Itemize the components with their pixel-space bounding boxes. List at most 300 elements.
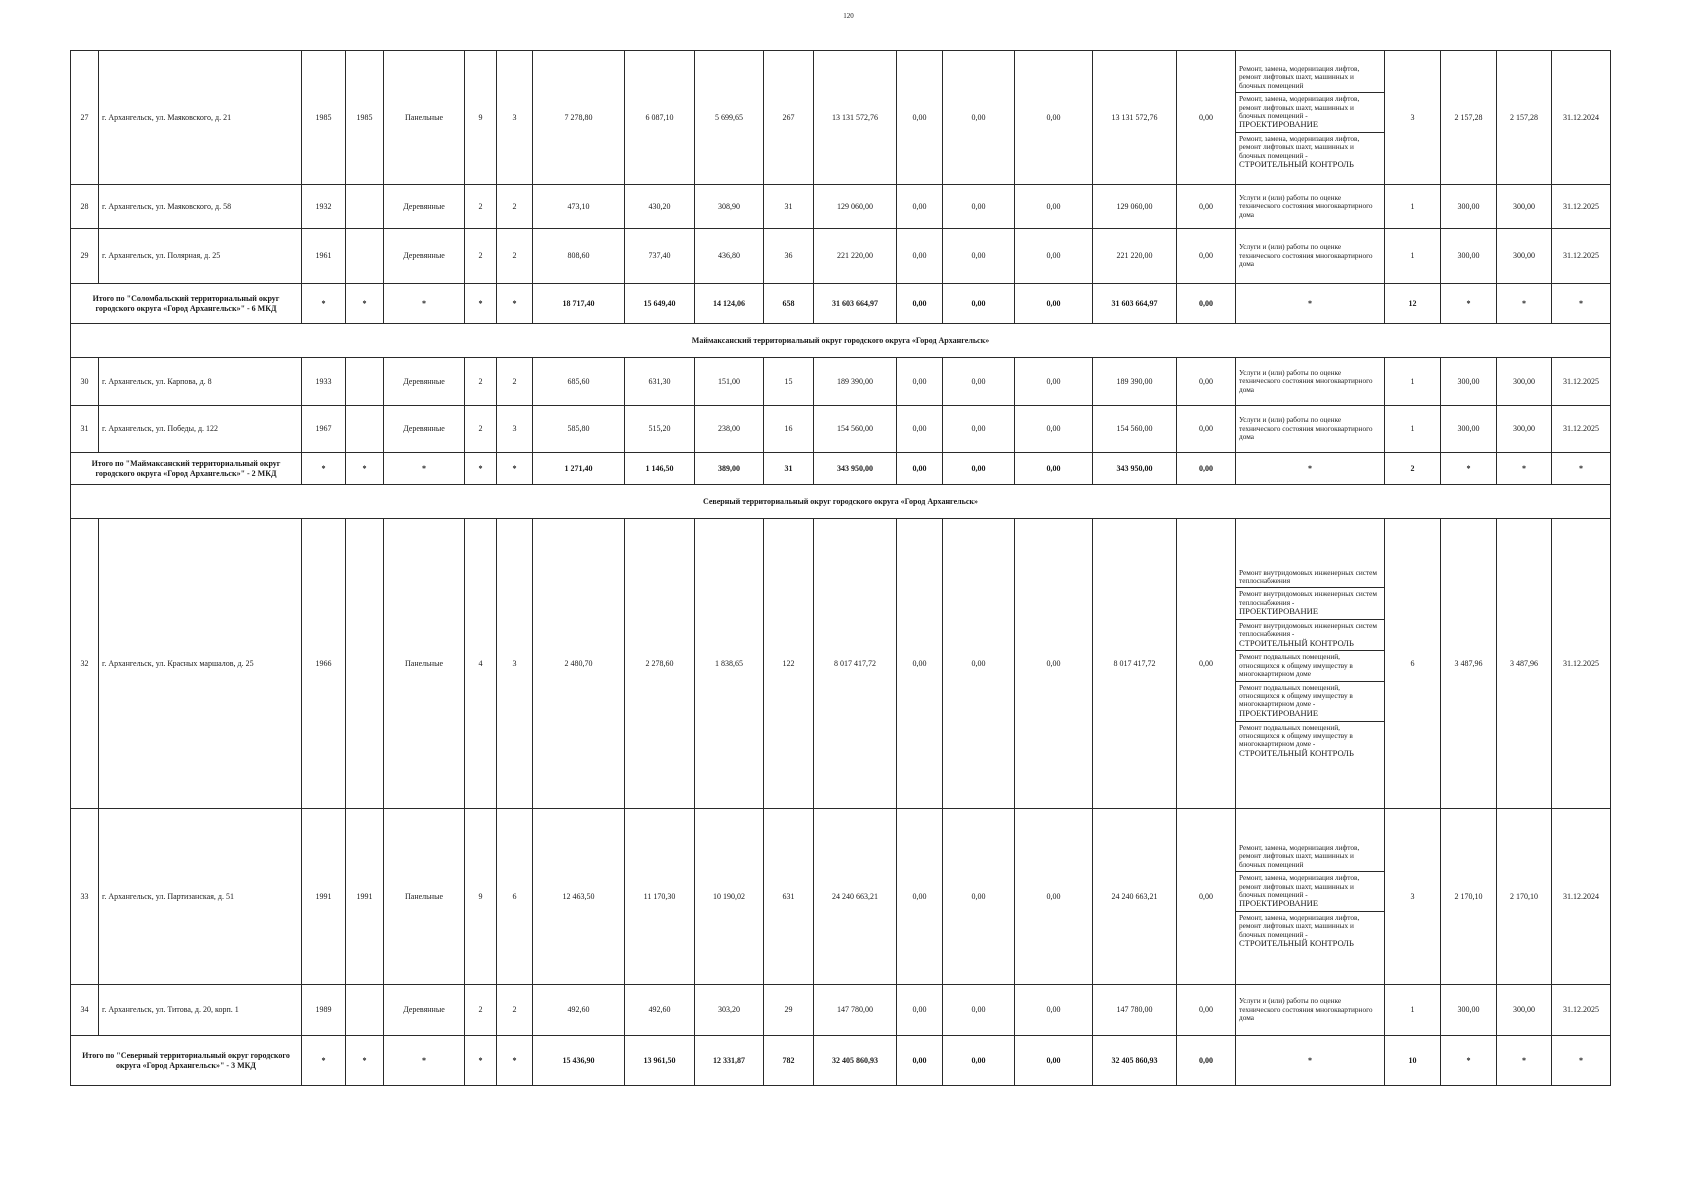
work-types-cell [1236, 809, 1385, 985]
max-unit-cost-cell: 300,00 [1497, 406, 1552, 453]
total-area1: 15 436,90 [533, 1036, 625, 1086]
cell-wall: Деревянные [384, 229, 465, 284]
cell-entr: 3 [497, 519, 533, 809]
completion-date-cell: 31.12.2025 [1552, 185, 1611, 229]
cell-wall: Деревянные [384, 406, 465, 453]
work-type-item [1236, 367, 1384, 396]
address-cell: г. Архангельск, ул. Маяковского, д. 21 [99, 51, 302, 185]
cell-y1: 1961 [302, 229, 346, 284]
max-unit-cost-cell: 300,00 [1497, 358, 1552, 406]
total-area3: 12 331,87 [695, 1036, 764, 1086]
work-type-text: Ремонт, замена, модернизация лифтов, ремонт лифтовых шахт, машинных и блочных помещений - [1239, 913, 1360, 939]
total-wall: * [384, 284, 465, 324]
total-label: Итого по "Маймаксанский территориальный округ городского округа «Город Архангельск»" - 2 МКД [71, 453, 302, 485]
total-row [71, 453, 1611, 485]
cell-area2: 631,30 [625, 358, 695, 406]
table-row [71, 229, 1611, 284]
total-work: * [1236, 1036, 1385, 1086]
work-count-cell: 1 [1385, 185, 1441, 229]
total-c3: 0,00 [1015, 1036, 1093, 1086]
row-number: 34 [71, 985, 99, 1036]
total-area2: 13 961,50 [625, 1036, 695, 1086]
address-cell: г. Архангельск, ул. Партизанская, д. 51 [99, 809, 302, 985]
cell-entr: 2 [497, 985, 533, 1036]
unit-cost-cell: 300,00 [1441, 229, 1497, 284]
unit-cost-cell: 2 170,10 [1441, 809, 1497, 985]
cell-c3: 0,00 [1015, 358, 1093, 406]
cell-c2: 0,00 [943, 51, 1015, 185]
cell-c3: 0,00 [1015, 229, 1093, 284]
total-count: 10 [1385, 1036, 1441, 1086]
cell-c5: 0,00 [1177, 51, 1236, 185]
work-type-text: Ремонт подвальных помещений, относящихся к общему имуществу в многоквартирном доме - [1239, 722, 1353, 749]
total-work: * [1236, 453, 1385, 485]
work-types-cell [1236, 185, 1385, 229]
table-row [71, 185, 1611, 229]
table-row [71, 406, 1611, 453]
total-area2: 1 146,50 [625, 453, 695, 485]
unit-cost-cell: 300,00 [1441, 185, 1497, 229]
cell-wall: Деревянные [384, 358, 465, 406]
total-y2: * [346, 453, 384, 485]
cell-c2: 0,00 [943, 229, 1015, 284]
cell-floors: 2 [465, 185, 497, 229]
total-c3: 0,00 [1015, 453, 1093, 485]
total-entr: * [497, 1036, 533, 1086]
total-cost: 31 603 664,97 [814, 284, 897, 324]
cell-y2 [346, 519, 384, 809]
work-count-cell: 1 [1385, 985, 1441, 1036]
work-type-text: Услуги и (или) работы по оценке технического состояния многоквартирного дома [1239, 367, 1373, 394]
total-count: 12 [1385, 284, 1441, 324]
cell-c3: 0,00 [1015, 519, 1093, 809]
cell-c4: 147 780,00 [1093, 985, 1177, 1036]
work-type-text: Ремонт, замена, модернизация лифтов, ремонт лифтовых шахт, машинных и блочных помещений [1239, 63, 1360, 90]
cell-wall: Панельные [384, 809, 465, 985]
work-type-item [1236, 995, 1384, 1024]
total-date: * [1552, 1036, 1611, 1086]
cell-c4: 8 017 417,72 [1093, 519, 1177, 809]
work-types-list [1236, 63, 1384, 172]
total-wall: * [384, 453, 465, 485]
work-stage-text: СТРОИТЕЛЬНЫЙ КОНТРОЛЬ [1239, 747, 1354, 758]
cell-c4: 154 560,00 [1093, 406, 1177, 453]
unit-cost-cell: 300,00 [1441, 985, 1497, 1036]
work-type-text: Услуги и (или) работы по оценке технического состояния многоквартирного дома [1239, 415, 1373, 442]
cell-floors: 2 [465, 406, 497, 453]
work-types-list [1236, 414, 1384, 443]
cell-area3: 436,80 [695, 229, 764, 284]
work-types-list [1236, 241, 1384, 270]
total-c5: 0,00 [1177, 453, 1236, 485]
total-u1: * [1441, 284, 1497, 324]
cell-cost: 24 240 663,21 [814, 809, 897, 985]
work-types-list [1236, 367, 1384, 396]
work-count-cell: 1 [1385, 406, 1441, 453]
capital-repair-register-table [70, 50, 1611, 1086]
total-y2: * [346, 1036, 384, 1086]
cell-cost: 189 390,00 [814, 358, 897, 406]
work-stage-text: СТРОИТЕЛЬНЫЙ КОНТРОЛЬ [1239, 159, 1354, 170]
total-area3: 14 124,06 [695, 284, 764, 324]
total-y1: * [302, 453, 346, 485]
total-people: 658 [764, 284, 814, 324]
cell-y2 [346, 185, 384, 229]
unit-cost-cell: 3 487,96 [1441, 519, 1497, 809]
cell-wall: Деревянные [384, 985, 465, 1036]
total-c1: 0,00 [897, 284, 943, 324]
work-type-text: Ремонт внутридомовых инженерных систем теплоснабжения [1239, 567, 1378, 585]
cell-c1: 0,00 [897, 519, 943, 809]
cell-area3: 1 838,65 [695, 519, 764, 809]
total-floors: * [465, 284, 497, 324]
cell-c2: 0,00 [943, 519, 1015, 809]
work-type-text: Ремонт, замена, модернизация лифтов, ремонт лифтовых шахт, машинных и блочных помещений [1239, 842, 1360, 869]
cell-area1: 685,60 [533, 358, 625, 406]
work-type-text: Ремонт внутридомовых инженерных систем теплоснабжения - [1239, 589, 1378, 607]
cell-c4: 221 220,00 [1093, 229, 1177, 284]
total-c1: 0,00 [897, 1036, 943, 1086]
work-type-item [1236, 93, 1384, 133]
cell-people: 122 [764, 519, 814, 809]
work-types-list [1236, 192, 1384, 221]
section-header-row [71, 485, 1611, 519]
work-type-text: Ремонт внутридомовых инженерных систем теплоснабжения - [1239, 620, 1378, 639]
work-type-text: Услуги и (или) работы по оценке технического состояния многоквартирного дома [1239, 242, 1373, 269]
total-people: 782 [764, 1036, 814, 1086]
cell-people: 631 [764, 809, 814, 985]
work-type-text: Ремонт подвальных помещений, относящихся к общему имуществу в многоквартирном доме [1239, 652, 1353, 679]
work-type-text: Ремонт, замена, модернизация лифтов, ремонт лифтовых шахт, машинных и блочных помещений - [1239, 873, 1360, 899]
cell-floors: 4 [465, 519, 497, 809]
completion-date-cell: 31.12.2024 [1552, 51, 1611, 185]
cell-c5: 0,00 [1177, 229, 1236, 284]
work-types-cell [1236, 519, 1385, 809]
total-date: * [1552, 284, 1611, 324]
cell-c5: 0,00 [1177, 185, 1236, 229]
cell-c3: 0,00 [1015, 51, 1093, 185]
cell-c2: 0,00 [943, 985, 1015, 1036]
cell-c2: 0,00 [943, 185, 1015, 229]
section-title: Северный территориальный округ городского округа «Город Архангельск» [71, 485, 1611, 519]
max-unit-cost-cell: 2 170,10 [1497, 809, 1552, 985]
cell-c1: 0,00 [897, 51, 943, 185]
cell-entr: 3 [497, 406, 533, 453]
work-type-item [1236, 567, 1384, 589]
address-cell: г. Архангельск, ул. Полярная, д. 25 [99, 229, 302, 284]
row-number: 29 [71, 229, 99, 284]
cell-c3: 0,00 [1015, 185, 1093, 229]
total-entr: * [497, 453, 533, 485]
cell-area2: 430,20 [625, 185, 695, 229]
total-y1: * [302, 1036, 346, 1086]
total-c5: 0,00 [1177, 1036, 1236, 1086]
total-c4: 343 950,00 [1093, 453, 1177, 485]
total-entr: * [497, 284, 533, 324]
cell-area1: 808,60 [533, 229, 625, 284]
total-work: * [1236, 284, 1385, 324]
cell-y2 [346, 229, 384, 284]
cell-area2: 515,20 [625, 406, 695, 453]
cell-c5: 0,00 [1177, 985, 1236, 1036]
row-number: 31 [71, 406, 99, 453]
total-count: 2 [1385, 453, 1441, 485]
completion-date-cell: 31.12.2025 [1552, 229, 1611, 284]
table-row [71, 358, 1611, 406]
work-count-cell: 1 [1385, 358, 1441, 406]
work-types-list [1236, 995, 1384, 1024]
work-types-cell [1236, 51, 1385, 185]
cell-people: 15 [764, 358, 814, 406]
cell-area2: 2 278,60 [625, 519, 695, 809]
cell-y1: 1989 [302, 985, 346, 1036]
table-row [71, 985, 1611, 1036]
cell-y1: 1967 [302, 406, 346, 453]
table-row [71, 51, 1611, 185]
unit-cost-cell: 2 157,28 [1441, 51, 1497, 185]
address-cell: г. Архангельск, ул. Карпова, д. 8 [99, 358, 302, 406]
total-y1: * [302, 284, 346, 324]
work-type-item [1236, 682, 1384, 722]
work-types-list [1236, 567, 1384, 761]
cell-area3: 151,00 [695, 358, 764, 406]
cell-area1: 7 278,80 [533, 51, 625, 185]
unit-cost-cell: 300,00 [1441, 406, 1497, 453]
completion-date-cell: 31.12.2024 [1552, 809, 1611, 985]
work-type-text: Ремонт, замена, модернизация лифтов, ремонт лифтовых шахт, машинных и блочных помещений - [1239, 134, 1360, 160]
page-number: 120 [843, 12, 854, 20]
total-floors: * [465, 453, 497, 485]
total-c1: 0,00 [897, 453, 943, 485]
work-type-item [1236, 620, 1384, 652]
max-unit-cost-cell: 2 157,28 [1497, 51, 1552, 185]
completion-date-cell: 31.12.2025 [1552, 358, 1611, 406]
total-c2: 0,00 [943, 1036, 1015, 1086]
total-c4: 32 405 860,93 [1093, 1036, 1177, 1086]
work-type-item [1236, 872, 1384, 912]
work-type-text: Услуги и (или) работы по оценке технического состояния многоквартирного дома [1239, 192, 1373, 219]
work-type-item [1236, 414, 1384, 443]
completion-date-cell: 31.12.2025 [1552, 519, 1611, 809]
max-unit-cost-cell: 300,00 [1497, 985, 1552, 1036]
row-number: 32 [71, 519, 99, 809]
cell-area1: 492,60 [533, 985, 625, 1036]
cell-y1: 1966 [302, 519, 346, 809]
work-type-text: Ремонт подвальных помещений, относящихся к общему имуществу в многоквартирном доме - [1239, 682, 1353, 709]
cell-c4: 189 390,00 [1093, 358, 1177, 406]
address-cell: г. Архангельск, ул. Маяковского, д. 58 [99, 185, 302, 229]
cell-wall: Деревянные [384, 185, 465, 229]
total-u2: * [1497, 1036, 1552, 1086]
max-unit-cost-cell: 300,00 [1497, 229, 1552, 284]
total-floors: * [465, 1036, 497, 1086]
address-cell: г. Архангельск, ул. Победы, д. 122 [99, 406, 302, 453]
cell-area1: 585,80 [533, 406, 625, 453]
cell-cost: 8 017 417,72 [814, 519, 897, 809]
total-wall: * [384, 1036, 465, 1086]
work-types-cell [1236, 406, 1385, 453]
work-type-text: Ремонт, замена, модернизация лифтов, ремонт лифтовых шахт, машинных и блочных помещений - [1239, 94, 1360, 120]
cell-area3: 303,20 [695, 985, 764, 1036]
cell-y1: 1933 [302, 358, 346, 406]
cell-y2 [346, 985, 384, 1036]
total-people: 31 [764, 453, 814, 485]
total-u2: * [1497, 453, 1552, 485]
completion-date-cell: 31.12.2025 [1552, 985, 1611, 1036]
cell-area2: 492,60 [625, 985, 695, 1036]
work-stage-text: ПРОЕКТИРОВАНИЕ [1239, 898, 1319, 909]
cell-area3: 308,90 [695, 185, 764, 229]
total-row [71, 1036, 1611, 1086]
work-type-item [1236, 192, 1384, 221]
cell-y2 [346, 358, 384, 406]
cell-people: 267 [764, 51, 814, 185]
section-title: Маймаксанский территориальный округ городского округа «Город Архангельск» [71, 324, 1611, 358]
cell-wall: Панельные [384, 519, 465, 809]
total-c2: 0,00 [943, 284, 1015, 324]
address-cell: г. Архангельск, ул. Титова, д. 20, корп. 1 [99, 985, 302, 1036]
work-types-cell [1236, 229, 1385, 284]
max-unit-cost-cell: 300,00 [1497, 185, 1552, 229]
unit-cost-cell: 300,00 [1441, 358, 1497, 406]
work-stage-text: ПРОЕКТИРОВАНИЕ [1239, 707, 1319, 718]
cell-c1: 0,00 [897, 406, 943, 453]
work-type-item [1236, 241, 1384, 270]
cell-area3: 10 190,02 [695, 809, 764, 985]
cell-area2: 11 170,30 [625, 809, 695, 985]
cell-c3: 0,00 [1015, 809, 1093, 985]
work-types-list [1236, 842, 1384, 951]
cell-c2: 0,00 [943, 358, 1015, 406]
cell-c2: 0,00 [943, 406, 1015, 453]
cell-entr: 3 [497, 51, 533, 185]
cell-y2 [346, 406, 384, 453]
total-c4: 31 603 664,97 [1093, 284, 1177, 324]
cell-people: 29 [764, 985, 814, 1036]
cell-c5: 0,00 [1177, 358, 1236, 406]
row-number: 28 [71, 185, 99, 229]
cell-cost: 147 780,00 [814, 985, 897, 1036]
cell-cost: 129 060,00 [814, 185, 897, 229]
cell-area3: 238,00 [695, 406, 764, 453]
total-cost: 32 405 860,93 [814, 1036, 897, 1086]
cell-floors: 9 [465, 809, 497, 985]
cell-floors: 9 [465, 51, 497, 185]
total-area3: 389,00 [695, 453, 764, 485]
cell-y1: 1932 [302, 185, 346, 229]
cell-people: 31 [764, 185, 814, 229]
cell-y2: 1991 [346, 809, 384, 985]
work-count-cell: 3 [1385, 809, 1441, 985]
total-area1: 1 271,40 [533, 453, 625, 485]
cell-area2: 6 087,10 [625, 51, 695, 185]
work-type-item [1236, 722, 1384, 761]
total-c5: 0,00 [1177, 284, 1236, 324]
cell-wall: Панельные [384, 51, 465, 185]
work-count-cell: 3 [1385, 51, 1441, 185]
cell-c1: 0,00 [897, 229, 943, 284]
cell-entr: 2 [497, 229, 533, 284]
cell-c1: 0,00 [897, 809, 943, 985]
total-cost: 343 950,00 [814, 453, 897, 485]
work-types-cell [1236, 985, 1385, 1036]
cell-y1: 1991 [302, 809, 346, 985]
cell-floors: 2 [465, 229, 497, 284]
cell-people: 16 [764, 406, 814, 453]
cell-c3: 0,00 [1015, 985, 1093, 1036]
total-c3: 0,00 [1015, 284, 1093, 324]
work-type-item [1236, 651, 1384, 681]
cell-c1: 0,00 [897, 185, 943, 229]
work-types-cell [1236, 358, 1385, 406]
cell-y1: 1985 [302, 51, 346, 185]
cell-floors: 2 [465, 358, 497, 406]
cell-area1: 12 463,50 [533, 809, 625, 985]
cell-c4: 13 131 572,76 [1093, 51, 1177, 185]
cell-entr: 2 [497, 358, 533, 406]
work-type-item [1236, 842, 1384, 872]
total-date: * [1552, 453, 1611, 485]
total-area1: 18 717,40 [533, 284, 625, 324]
work-type-item [1236, 63, 1384, 93]
row-number: 30 [71, 358, 99, 406]
table-row [71, 809, 1611, 985]
cell-area3: 5 699,65 [695, 51, 764, 185]
section-header-row [71, 324, 1611, 358]
work-type-item [1236, 133, 1384, 172]
work-count-cell: 1 [1385, 229, 1441, 284]
completion-date-cell: 31.12.2025 [1552, 406, 1611, 453]
table-row [71, 519, 1611, 809]
total-area2: 15 649,40 [625, 284, 695, 324]
total-c2: 0,00 [943, 453, 1015, 485]
cell-people: 36 [764, 229, 814, 284]
row-number: 27 [71, 51, 99, 185]
total-label: Итого по "Северный территориальный округ городского округа «Город Архангельск»" - 3 МКД [71, 1036, 302, 1086]
total-label: Итого по "Соломбальский территориальный округ городского округа «Город Архангельск»" - 6 МКД [71, 284, 302, 324]
work-stage-text: СТРОИТЕЛЬНЫЙ КОНТРОЛЬ [1239, 637, 1354, 648]
cell-area1: 2 480,70 [533, 519, 625, 809]
max-unit-cost-cell: 3 487,96 [1497, 519, 1552, 809]
cell-cost: 13 131 572,76 [814, 51, 897, 185]
cell-c4: 129 060,00 [1093, 185, 1177, 229]
cell-c5: 0,00 [1177, 519, 1236, 809]
work-stage-text: ПРОЕКТИРОВАНИЕ [1239, 606, 1319, 617]
total-u1: * [1441, 1036, 1497, 1086]
total-row [71, 284, 1611, 324]
cell-c5: 0,00 [1177, 809, 1236, 985]
cell-cost: 221 220,00 [814, 229, 897, 284]
work-count-cell: 6 [1385, 519, 1441, 809]
cell-c4: 24 240 663,21 [1093, 809, 1177, 985]
cell-c1: 0,00 [897, 985, 943, 1036]
cell-cost: 154 560,00 [814, 406, 897, 453]
total-y2: * [346, 284, 384, 324]
work-stage-text: СТРОИТЕЛЬНЫЙ КОНТРОЛЬ [1239, 938, 1354, 949]
row-number: 33 [71, 809, 99, 985]
cell-entr: 2 [497, 185, 533, 229]
cell-y2: 1985 [346, 51, 384, 185]
cell-area1: 473,10 [533, 185, 625, 229]
cell-c5: 0,00 [1177, 406, 1236, 453]
work-type-text: Услуги и (или) работы по оценке технического состояния многоквартирного дома [1239, 996, 1373, 1023]
cell-c3: 0,00 [1015, 406, 1093, 453]
cell-floors: 2 [465, 985, 497, 1036]
total-u1: * [1441, 453, 1497, 485]
cell-entr: 6 [497, 809, 533, 985]
work-type-item [1236, 588, 1384, 620]
cell-area2: 737,40 [625, 229, 695, 284]
